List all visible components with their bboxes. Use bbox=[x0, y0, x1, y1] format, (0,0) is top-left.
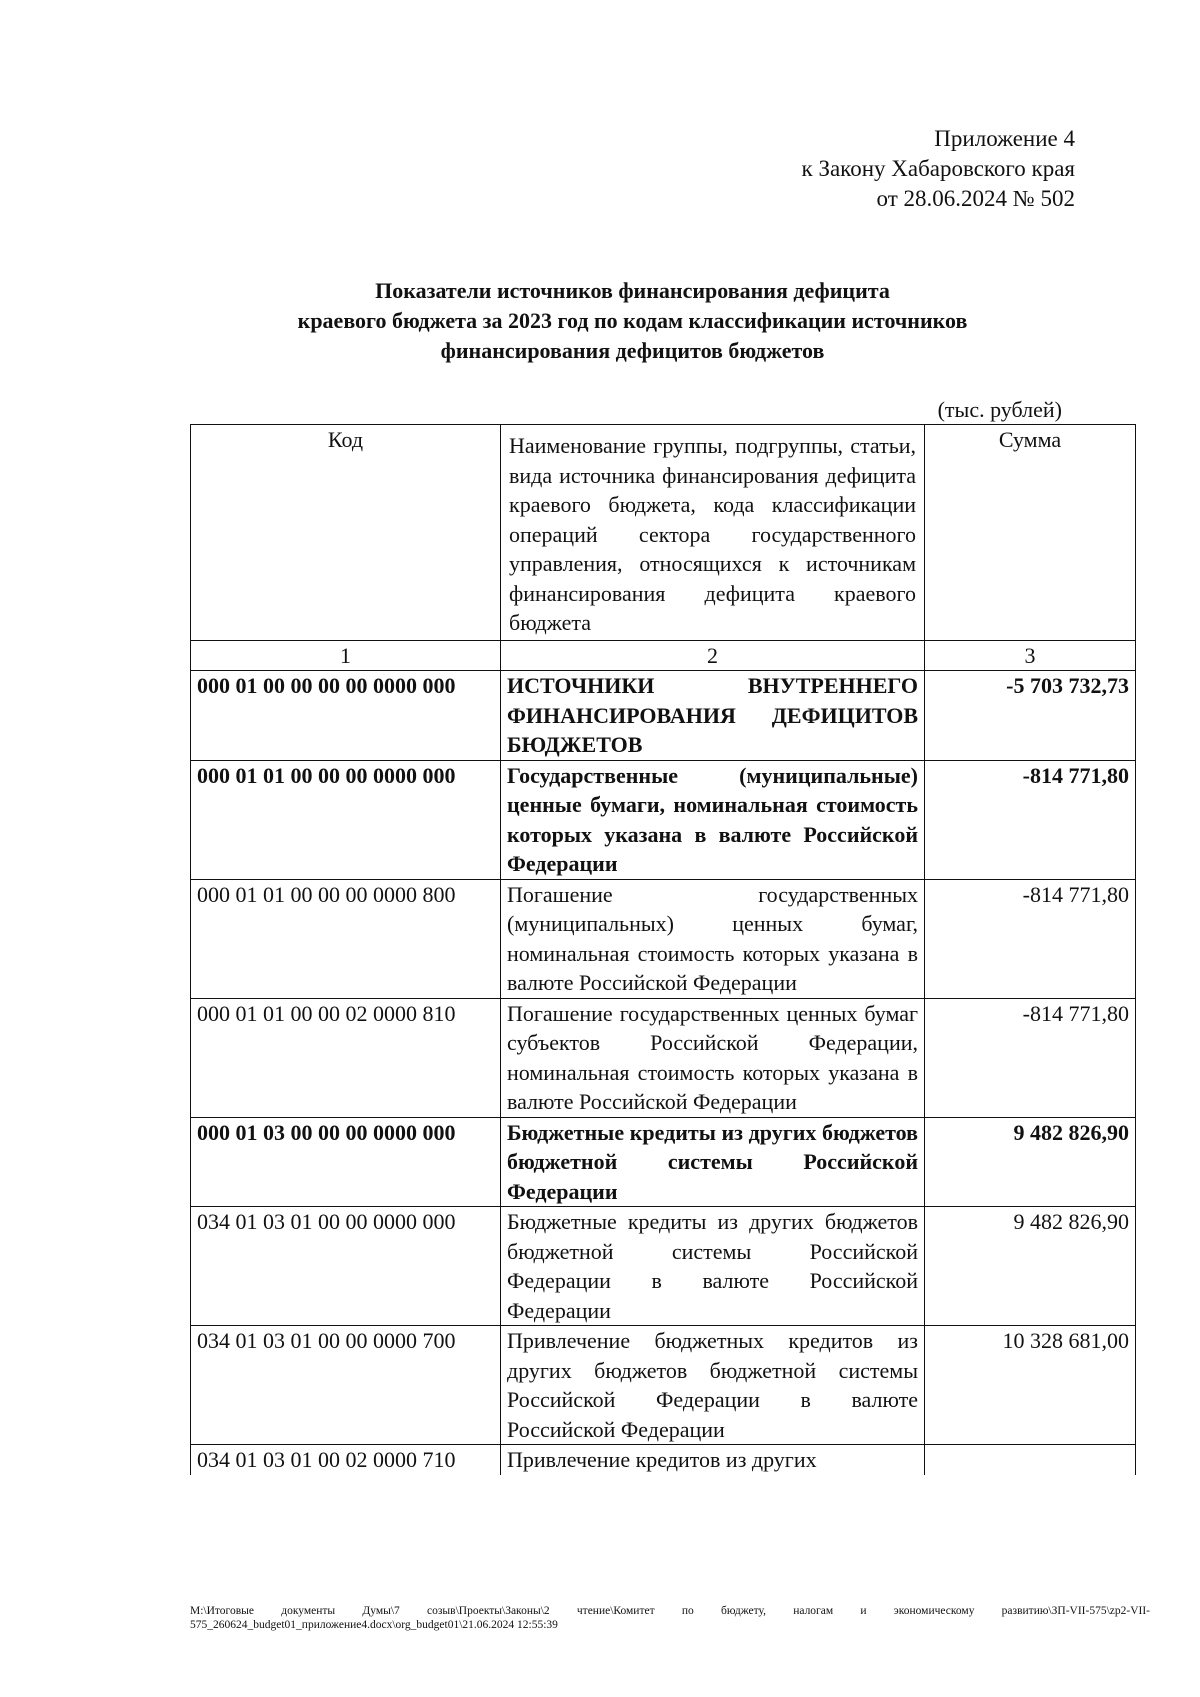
row-code: 000 01 01 00 00 02 0000 810 bbox=[191, 998, 501, 1117]
row-name: Привлечение бюджетных кредитов из других бюджетов бюджетной системы Российской Федерации в валюте Российской Федерации bbox=[501, 1326, 925, 1445]
table-body bbox=[191, 425, 1136, 1475]
row-name: ИСТОЧНИКИ ВНУТРЕННЕГО ФИНАНСИРОВАНИЯ ДЕФИЦИТОВ БЮДЖЕТОВ bbox=[501, 671, 925, 761]
file-path-footer: M:\Итоговые документы Думы\7 созыв\Проекты\Законы\2 чтение\Комитет по бюджету, налогам и экономическому развитию\ЗП-VII-575\zp2-VII-575_260624_budget01_приложение4.docx\org_budget01\21.06.2024 12:55:39 bbox=[190, 1605, 1150, 1631]
row-name: Бюджетные кредиты из других бюджетов бюджетной системы Российской Федерации в валюте Российской Федерации bbox=[501, 1207, 925, 1326]
row-code: 000 01 03 00 00 00 0000 000 bbox=[191, 1117, 501, 1207]
table-row bbox=[191, 1326, 1136, 1445]
row-name: Погашение государственных ценных бумаг субъектов Российской Федерации, номинальная стоимость которых указана в валюте Российской Федерации bbox=[501, 998, 925, 1117]
row-code: 000 01 00 00 00 00 0000 000 bbox=[191, 671, 501, 761]
row-name: Привлечение кредитов из других bbox=[501, 1445, 925, 1475]
table-row bbox=[191, 1117, 1136, 1207]
header-sum: Сумма bbox=[925, 425, 1136, 641]
table-row bbox=[191, 1445, 1136, 1475]
header-name: Наименование группы, подгруппы, статьи, вида источника финансирования дефицита краевого бюджета, кода классификации операций сектора государственного управления, относящихся к источникам финансирования дефицита краевого бюджета bbox=[501, 425, 925, 641]
row-sum: 9 482 826,90 bbox=[925, 1207, 1136, 1326]
row-sum: -814 771,80 bbox=[925, 760, 1136, 879]
row-code: 034 01 03 01 00 02 0000 710 bbox=[191, 1445, 501, 1475]
title-line-1: Показатели источников финансирования дефицита bbox=[375, 278, 890, 303]
row-sum: -814 771,80 bbox=[925, 998, 1136, 1117]
appendix-number: Приложение 4 bbox=[934, 126, 1075, 151]
row-sum: -814 771,80 bbox=[925, 879, 1136, 998]
row-name: Государственные (муниципальные) ценные бумаги, номинальная стоимость которых указана в валюте Российской Федерации bbox=[501, 760, 925, 879]
row-sum: -5 703 732,73 bbox=[925, 671, 1136, 761]
row-code: 034 01 03 01 00 00 0000 700 bbox=[191, 1326, 501, 1445]
table-row bbox=[191, 1207, 1136, 1326]
row-code: 034 01 03 01 00 00 0000 000 bbox=[191, 1207, 501, 1326]
sources-table bbox=[190, 424, 1136, 1475]
column-number-row bbox=[191, 640, 1136, 671]
table-row bbox=[191, 998, 1136, 1117]
column-number: 3 bbox=[925, 640, 1136, 671]
title-line-3: финансирования дефицитов бюджетов bbox=[440, 338, 825, 363]
row-sum: 9 482 826,90 bbox=[925, 1117, 1136, 1207]
appendix-date: от 28.06.2024 № 502 bbox=[876, 186, 1075, 211]
row-name: Погашение государственных (муниципальных) ценных бумаг, номинальная стоимость которых указана в валюте Российской Федерации bbox=[501, 879, 925, 998]
row-code: 000 01 01 00 00 00 0000 800 bbox=[191, 879, 501, 998]
column-number: 1 bbox=[191, 640, 501, 671]
row-sum: 10 328 681,00 bbox=[925, 1326, 1136, 1445]
row-name: Бюджетные кредиты из других бюджетов бюджетной системы Российской Федерации bbox=[501, 1117, 925, 1207]
table-row bbox=[191, 671, 1136, 761]
document-title bbox=[180, 276, 1085, 366]
appendix-header bbox=[802, 124, 1075, 214]
appendix-law: к Закону Хабаровского края bbox=[801, 156, 1075, 181]
table-header-row bbox=[191, 425, 1136, 641]
row-code: 000 01 01 00 00 00 0000 000 bbox=[191, 760, 501, 879]
table-row bbox=[191, 879, 1136, 998]
table-row bbox=[191, 760, 1136, 879]
row-sum bbox=[925, 1445, 1136, 1475]
title-line-2: краевого бюджета за 2023 год по кодам классификации источников bbox=[297, 308, 968, 333]
header-code: Код bbox=[191, 425, 501, 641]
units-label: (тыс. рублей) bbox=[937, 397, 1062, 422]
column-number: 2 bbox=[501, 640, 925, 671]
